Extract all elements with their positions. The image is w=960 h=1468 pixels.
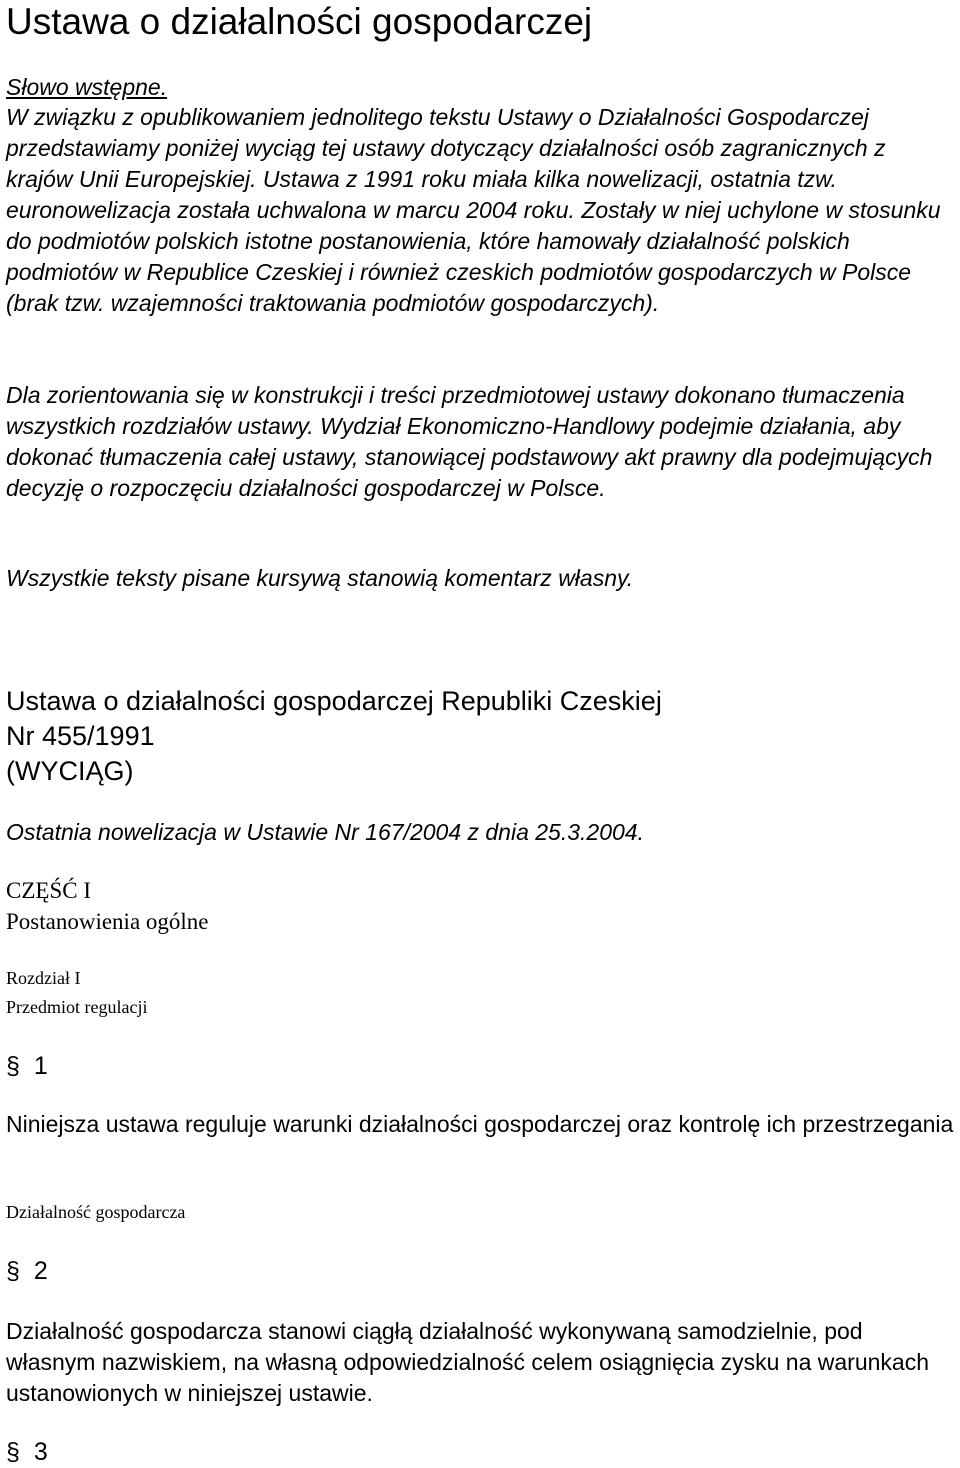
section-3-number: 3 xyxy=(33,1438,48,1466)
section-2-number: 2 xyxy=(33,1257,48,1285)
intro-heading: Słowo wstępne. xyxy=(6,74,168,100)
amendment-note: Ostatnia nowelizacja w Ustawie Nr 167/2004 z dnia 25.3.2004. xyxy=(6,819,644,845)
law-number: Nr 455/1991 xyxy=(6,721,155,751)
section-sign: § xyxy=(6,1438,20,1466)
section-1-heading xyxy=(6,1050,48,1082)
intro-paragraph-1: W związku z opublikowaniem jednolitego tekstu Ustawy o Działalności Gospodarczej przedstawiamy poniżej wyciąg tej ustawy dotyczący działalności osób zagranicznych z krajów Unii Europejskiej. Ustawa z 1991 roku miała kilka nowelizacji, ostatnia tzw. euronowelizacja została uchwalona w marcu 2004 roku. Zostały w niej uchylone w stosunku do podmiotów polskich istotne postanowienia, które hamowały działalność polskich podmiotów w Republice Czeskiej i również czeskich podmiotów gospodarczych w Polsce (brak tzw. wzajemności traktowania podmiotów gospodarczych). xyxy=(6,104,941,316)
section-3-heading xyxy=(6,1436,48,1468)
document-title: Ustawa o działalności gospodarczej xyxy=(6,1,593,42)
section-1-number: 1 xyxy=(33,1052,48,1080)
intro-paragraph-2: Dla zorientowania się w konstrukcji i treści przedmiotowej ustawy dokonano tłumaczenia wszystkich rozdziałów ustawy. Wydział Ekonomiczno-Handlowy podejmie działania, aby dokonać tłumaczenia całej ustawy, stanowiącej podstawowy akt prawny dla podejmujących decyzję o rozpoczęciu działalności gospodarczej w Polsce. xyxy=(6,382,933,501)
section-2-heading xyxy=(6,1255,48,1287)
part-title: Postanowienia ogólne xyxy=(6,909,209,934)
subheading-business: Działalność gospodarcza xyxy=(6,1202,186,1222)
law-heading: Ustawa o działalności gospodarczej Republiki Czeskiej xyxy=(6,686,662,716)
section-sign: § xyxy=(6,1052,20,1080)
part-label: CZĘŚĆ I xyxy=(6,878,91,903)
intro-paragraph-3: Wszystkie teksty pisane kursywą stanowią komentarz własny. xyxy=(6,565,634,591)
section-2-text: Działalność gospodarcza stanowi ciągłą działalność wykonywaną samodzielnie, pod własnym nazwiskiem, na własną odpowiedzialność celem osiągnięcia zysku na warunkach ustanowionych w niniejszej ustawie. xyxy=(6,1318,929,1406)
section-1-text: Niniejsza ustawa reguluje warunki działalności gospodarczej oraz kontrolę ich przestrzegania xyxy=(6,1111,954,1137)
chapter-label: Rozdział I xyxy=(6,968,81,988)
chapter-title: Przedmiot regulacji xyxy=(6,997,148,1017)
section-sign: § xyxy=(6,1257,20,1285)
law-extract-label: (WYCIĄG) xyxy=(6,756,134,786)
